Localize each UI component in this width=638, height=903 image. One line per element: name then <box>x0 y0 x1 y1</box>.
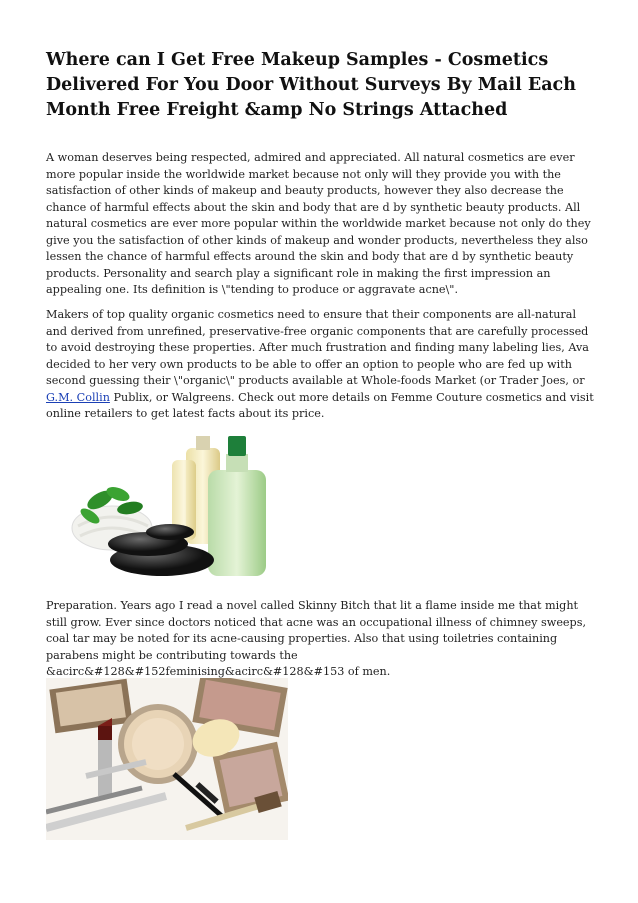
paragraph-2-text-before: Makers of top quality organic cosmetics need to ensure that their components are all-natural and derived from unrefined, preservative-free organic components that are carefully processed to avoid destroying these properties. After much frustration and finding many labeling lies, Ava decided to her very own products to be able to offer an option to people who are fed up with second guessing their \"organic\" products available at Whole-foods Market (or Trader Joes, or <box>46 308 589 387</box>
article-title: Where can I Get Free Makeup Samples - Cosmetics Delivered For You Door Without Surveys By Mail Each Month Free Freight &amp No Strings Attached <box>46 50 576 120</box>
makeup-image <box>46 678 288 840</box>
paragraph-2-text-after: Publix, or Walgreens. Check out more details on Femme Couture cosmetics and visit online retailers to get latest facts about its price. <box>46 390 594 420</box>
paragraph-2 <box>46 307 594 423</box>
gm-collin-link[interactable]: G.M. Collin <box>46 390 110 404</box>
paragraph-1: A woman deserves being respected, admired and appreciated. All natural cosmetics are ever more popular inside the worldwide market because not only will they provide you with the satisfaction of other kinds of makeup and beauty products, however they also decrease the chance of harmful effects about the skin and body that are d by synthetic beauty products. All natural cosmetics are ever more popular within the worldwide market because not only do they give you the satisfaction of other kinds of makeup and wonder products, nevertheless they also lessen the chance of harmful effects around the skin and body that are d by synthetic beauty products. Personality and search play a significant role in making the first impression an appealing one. Its definition is \"tending to produce or aggravate acne\". <box>46 151 591 296</box>
paragraph-3: Preparation. Years ago I read a novel called Skinny Bitch that lit a flame inside me that might still grow. Ever since doctors noticed that acne was an occupational illness of chimney sweeps, coal tar may be noted for its acne-causing properties. Also that using toiletries containing parabens might be contributing towards the &acirc&#128&#152feminising&acirc&#128&#153 of men. <box>46 599 587 678</box>
spa-products-image <box>60 428 275 583</box>
